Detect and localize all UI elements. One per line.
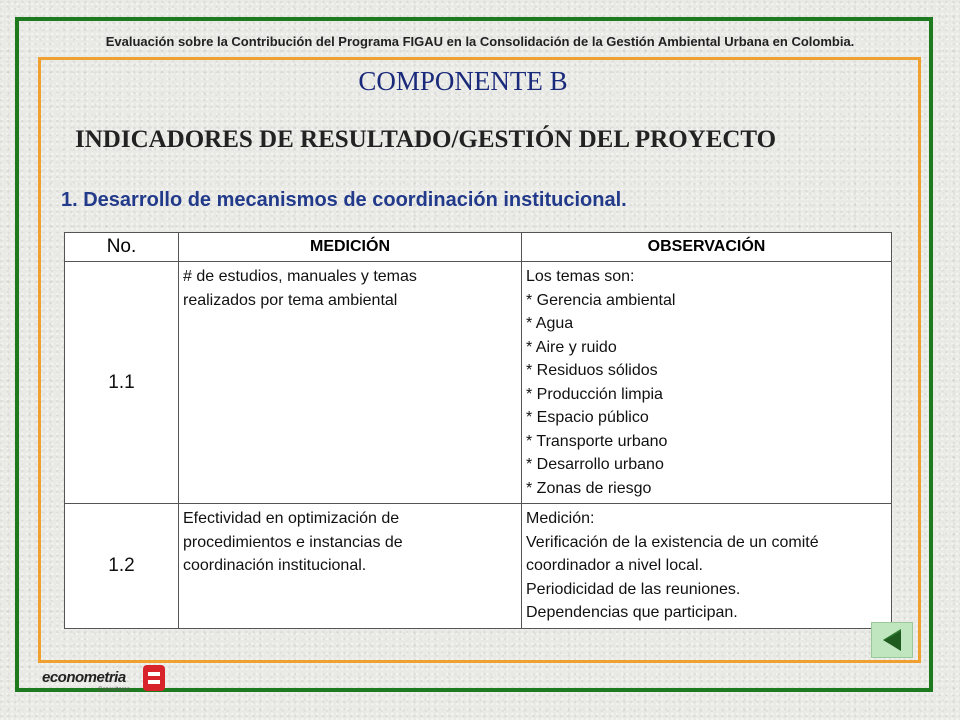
header-observacion: OBSERVACIÓN xyxy=(522,233,892,262)
medicion-line: realizados por tema ambiental xyxy=(183,291,398,309)
medicion-cell xyxy=(179,504,522,629)
observacion-line: * Producción limpia xyxy=(526,385,663,403)
observacion-line: * Residuos sólidos xyxy=(526,362,658,379)
observacion-line: Los temas son: xyxy=(526,268,635,285)
observacion-cell xyxy=(522,262,892,504)
table-header-row xyxy=(65,233,892,262)
observacion-line: * Transporte urbano xyxy=(526,432,668,450)
table-row xyxy=(65,504,892,629)
header-caption: Evaluación sobre la Contribución del Programa FIGAU en la Consolidación de la Gestión Ambiental Urbana en Colombia. xyxy=(105,34,855,49)
componente-title: COMPONENTE B xyxy=(358,66,568,96)
svg-text:econometria: econometria xyxy=(42,669,126,686)
medicion-line: Efectividad en optimización de xyxy=(183,510,400,527)
previous-slide-button[interactable] xyxy=(871,622,913,658)
observacion-line: Verificación de la existencia de un comité xyxy=(526,533,819,551)
observacion-line: * Agua xyxy=(526,315,574,332)
observacion-line: * Gerencia ambiental xyxy=(526,291,676,309)
observacion-cell xyxy=(522,504,892,629)
row-number: 1.1 xyxy=(65,262,179,504)
svg-text:Consultores: Consultores xyxy=(98,687,131,693)
section-heading: 1. Desarrollo de mecanismos de coordinación institucional. xyxy=(61,189,627,211)
observacion-line: * Aire y ruido xyxy=(526,338,617,356)
medicion-line: # de estudios, manuales y temas xyxy=(183,268,417,285)
header-no: No. xyxy=(65,233,179,262)
indicators-table xyxy=(64,232,892,629)
observacion-line: Periodicidad de las reuniones. xyxy=(526,580,741,598)
table-row xyxy=(65,262,892,504)
row-number: 1.2 xyxy=(65,504,179,629)
observacion-line: Dependencias que participan. xyxy=(526,604,738,621)
observacion-line: * Desarrollo urbano xyxy=(526,456,664,473)
observacion-line: * Zonas de riesgo xyxy=(526,479,652,497)
observacion-line: * Espacio público xyxy=(526,409,649,426)
econometria-logo xyxy=(40,662,180,694)
triangle-left-icon xyxy=(872,623,912,657)
medicion-line: procedimientos e instancias de xyxy=(183,533,403,551)
observacion-line: Medición: xyxy=(526,510,595,527)
medicion-cell xyxy=(179,262,522,504)
indicadores-title: INDICADORES DE RESULTADO/GESTIÓN DEL PROYECTO xyxy=(75,126,777,153)
medicion-line: coordinación institucional. xyxy=(183,557,367,574)
header-medicion: MEDICIÓN xyxy=(179,233,522,262)
observacion-line: coordinador a nivel local. xyxy=(526,557,703,574)
